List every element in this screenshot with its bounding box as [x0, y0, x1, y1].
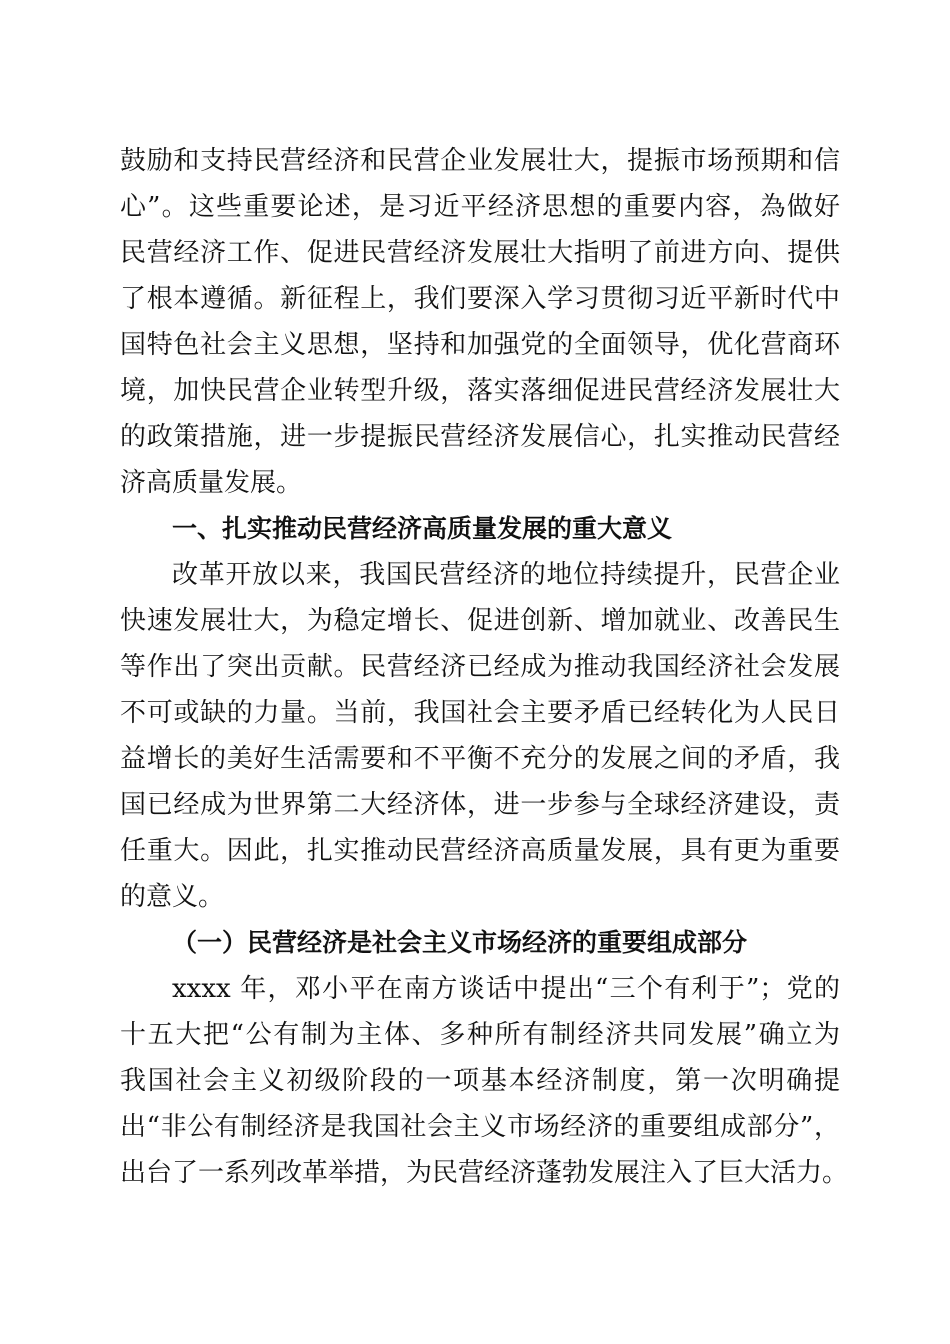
paragraph-3-line: 十五大把“公有制为主体、多种所有制经济共同发展”确立为 [120, 1020, 840, 1050]
paragraph-1-line: 国特色社会主义思想，坚持和加强党的全面领导，优化营商环 [120, 330, 840, 360]
paragraph-1-line: 鼓励和支持民营经济和民营企业发展壮大，提振市场预期和信 [120, 146, 840, 176]
paragraph-3-line: 我国社会主义初级阶段的一项基本经济制度，第一次明确提 [120, 1066, 840, 1096]
paragraph-2-line: 的意义。 [120, 882, 225, 912]
paragraph-3-line: xxxx 年，邓小平在南方谈话中提出“三个有利于”；党的 [172, 974, 840, 1004]
paragraph-1-line: 民营经济工作、促进民营经济发展壮大指明了前进方向、提供 [120, 238, 840, 268]
paragraph-2-line: 益增长的美好生活需要和不平衡不充分的发展之间的矛盾，我 [120, 744, 840, 774]
paragraph-1-line: 济高质量发展。 [120, 468, 303, 498]
paragraph-1-line: 心”。这些重要论述，是习近平经济思想的重要内容，為做好 [120, 192, 840, 222]
paragraph-2-line: 快速发展壮大，为稳定增长、促进创新、增加就业、改善民生 [120, 606, 840, 636]
subsection-heading: （一）民营经济是社会主义市场经济的重要组成部分 [172, 928, 748, 957]
section-heading: 一、扎实推动民营经济高质量发展的重大意义 [172, 514, 673, 543]
paragraph-1-line: 了根本遵循。新征程上，我们要深入学习贯彻习近平新时代中 [120, 284, 840, 314]
paragraph-1-line: 的政策措施，进一步提振民营经济发展信心，扎实推动民营经 [120, 422, 840, 452]
paragraph-2-line: 任重大。因此，扎实推动民营经济高质量发展，具有更为重要 [120, 836, 840, 866]
paragraph-3-line: 出“非公有制经济是我国社会主义市场经济的重要组成部分”， [120, 1112, 840, 1142]
paragraph-1-line: 境，加快民营企业转型升级，落实落细促进民营经济发展壮大 [120, 376, 840, 406]
paragraph-2-line: 等作出了突出贡献。民营经济已经成为推动我国经济社会发展 [120, 652, 840, 682]
paragraph-2-line: 不可或缺的力量。当前，我国社会主要矛盾已经转化为人民日 [120, 698, 840, 728]
paragraph-2-line: 改革开放以来，我国民营经济的地位持续提升，民营企业 [172, 560, 840, 590]
paragraph-3-line: 出台了一系列改革举措，为民营经济蓬勃发展注入了巨大活力。 [120, 1158, 849, 1188]
paragraph-2-line: 国已经成为世界第二大经济体，进一步参与全球经济建设，责 [120, 790, 840, 820]
